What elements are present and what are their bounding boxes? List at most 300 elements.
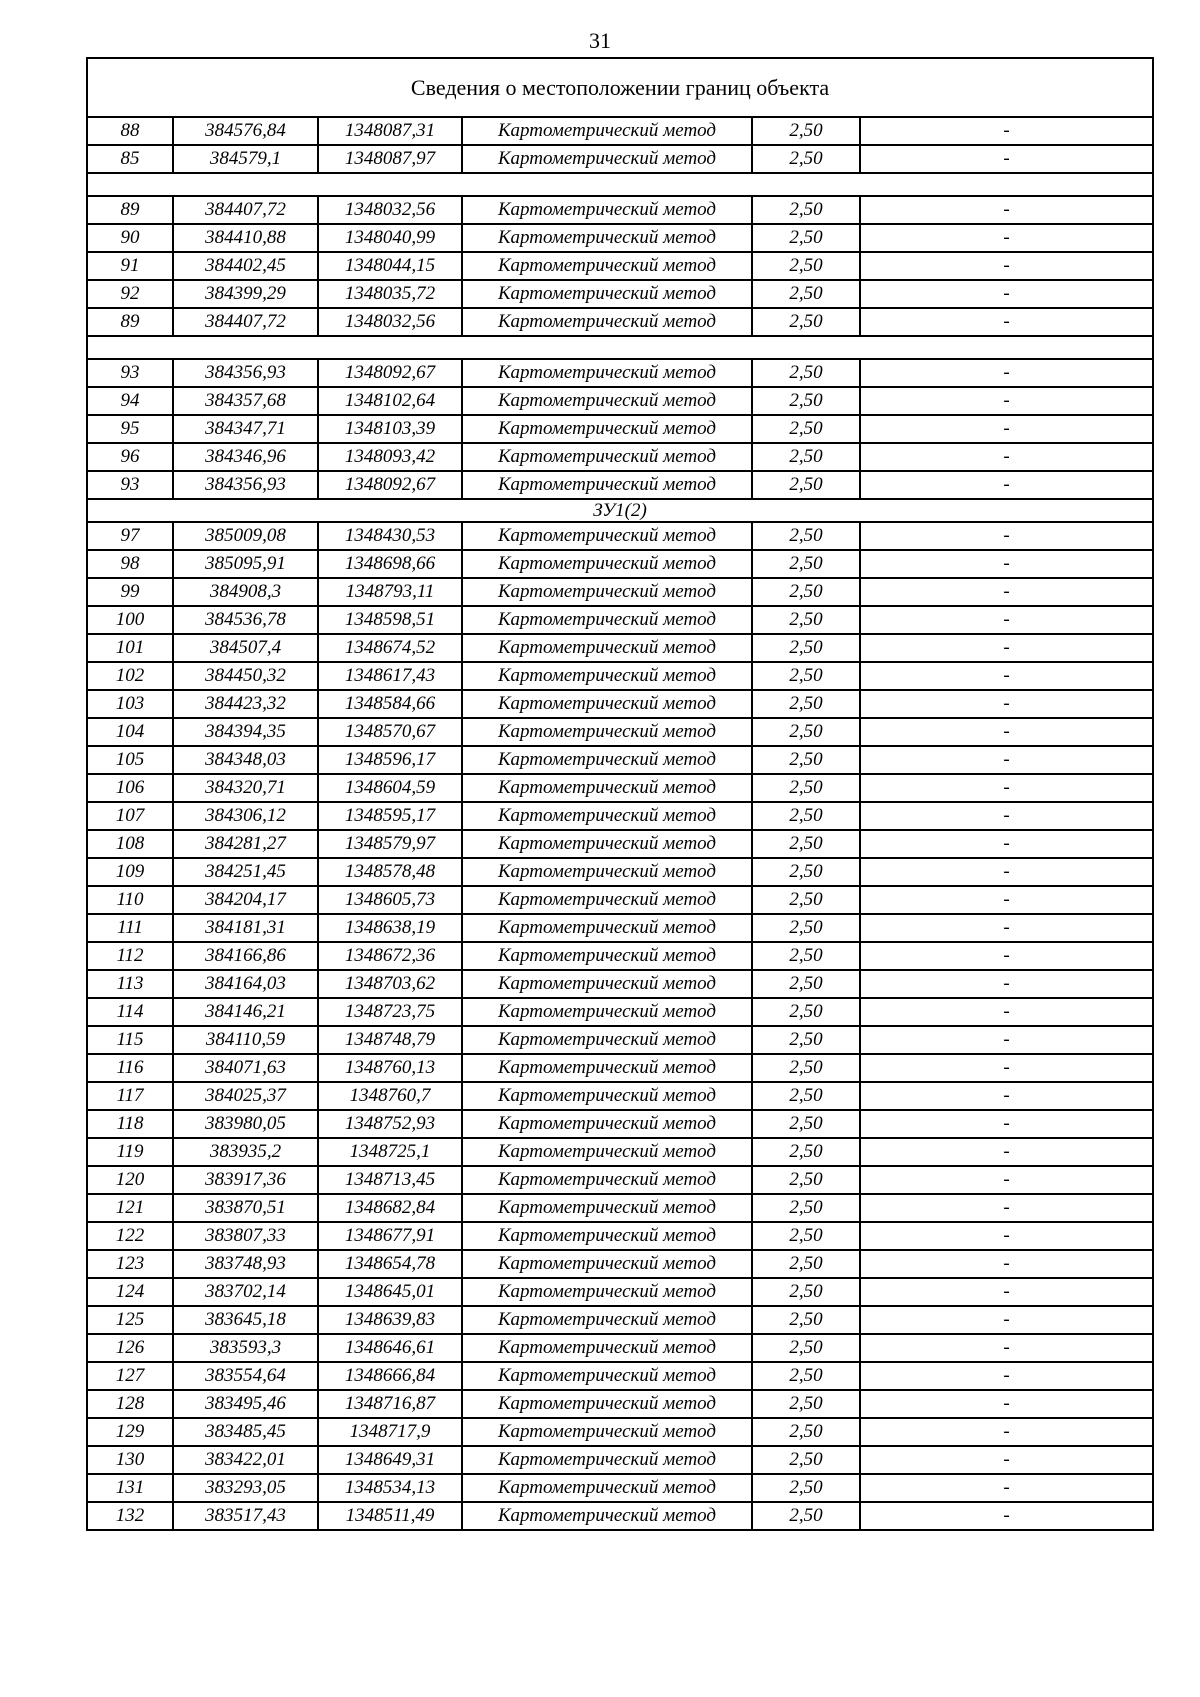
table-row <box>87 522 1153 550</box>
point-number-cell: 115 <box>87 1026 173 1054</box>
table-row <box>87 1474 1153 1502</box>
y-coordinate-cell: 1348598,51 <box>318 606 462 634</box>
description-cell: - <box>860 774 1153 802</box>
y-coordinate-cell: 1348639,83 <box>318 1306 462 1334</box>
description-cell: - <box>860 1390 1153 1418</box>
point-number-cell: 132 <box>87 1502 173 1530</box>
description-cell: - <box>860 471 1153 499</box>
description-cell: - <box>860 224 1153 252</box>
table-row <box>87 1138 1153 1166</box>
point-number-cell: 93 <box>87 359 173 387</box>
point-number-cell: 128 <box>87 1390 173 1418</box>
point-number-cell: 99 <box>87 578 173 606</box>
accuracy-cell: 2,50 <box>752 117 860 145</box>
x-coordinate-cell: 384423,32 <box>173 690 318 718</box>
y-coordinate-cell: 1348698,66 <box>318 550 462 578</box>
method-cell: Картометрический метод <box>462 443 752 471</box>
point-number-cell: 89 <box>87 308 173 336</box>
accuracy-cell: 2,50 <box>752 662 860 690</box>
description-cell: - <box>860 858 1153 886</box>
x-coordinate-cell: 384164,03 <box>173 970 318 998</box>
accuracy-cell: 2,50 <box>752 746 860 774</box>
y-coordinate-cell: 1348666,84 <box>318 1362 462 1390</box>
point-number-cell: 88 <box>87 117 173 145</box>
x-coordinate-cell: 384346,96 <box>173 443 318 471</box>
point-number-cell: 103 <box>87 690 173 718</box>
accuracy-cell: 2,50 <box>752 1278 860 1306</box>
table-row <box>87 578 1153 606</box>
description-cell: - <box>860 1054 1153 1082</box>
table-row <box>87 942 1153 970</box>
table-row <box>87 471 1153 499</box>
x-coordinate-cell: 384347,71 <box>173 415 318 443</box>
x-coordinate-cell: 383702,14 <box>173 1278 318 1306</box>
x-coordinate-cell: 383917,36 <box>173 1166 318 1194</box>
y-coordinate-cell: 1348087,97 <box>318 145 462 173</box>
x-coordinate-cell: 383293,05 <box>173 1474 318 1502</box>
accuracy-cell: 2,50 <box>752 224 860 252</box>
table-row <box>87 830 1153 858</box>
accuracy-cell: 2,50 <box>752 886 860 914</box>
method-cell: Картометрический метод <box>462 690 752 718</box>
point-number-cell: 107 <box>87 802 173 830</box>
method-cell: Картометрический метод <box>462 550 752 578</box>
method-cell: Картометрический метод <box>462 830 752 858</box>
point-number-cell: 93 <box>87 471 173 499</box>
x-coordinate-cell: 383554,64 <box>173 1362 318 1390</box>
accuracy-cell: 2,50 <box>752 443 860 471</box>
table-row <box>87 886 1153 914</box>
method-cell: Картометрический метод <box>462 914 752 942</box>
x-coordinate-cell: 384146,21 <box>173 998 318 1026</box>
point-number-cell: 91 <box>87 252 173 280</box>
x-coordinate-cell: 383517,43 <box>173 1502 318 1530</box>
accuracy-cell: 2,50 <box>752 1474 860 1502</box>
point-number-cell: 108 <box>87 830 173 858</box>
table-row <box>87 1110 1153 1138</box>
table-row <box>87 359 1153 387</box>
x-coordinate-cell: 384166,86 <box>173 942 318 970</box>
point-number-cell: 105 <box>87 746 173 774</box>
accuracy-cell: 2,50 <box>752 1194 860 1222</box>
y-coordinate-cell: 1348723,75 <box>318 998 462 1026</box>
method-cell: Картометрический метод <box>462 802 752 830</box>
accuracy-cell: 2,50 <box>752 252 860 280</box>
x-coordinate-cell: 384407,72 <box>173 196 318 224</box>
description-cell: - <box>860 1082 1153 1110</box>
y-coordinate-cell: 1348604,59 <box>318 774 462 802</box>
point-number-cell: 118 <box>87 1110 173 1138</box>
table-row <box>87 1026 1153 1054</box>
accuracy-cell: 2,50 <box>752 387 860 415</box>
x-coordinate-cell: 384410,88 <box>173 224 318 252</box>
method-cell: Картометрический метод <box>462 1474 752 1502</box>
description-cell: - <box>860 1138 1153 1166</box>
method-cell: Картометрический метод <box>462 308 752 336</box>
point-number-cell: 110 <box>87 886 173 914</box>
x-coordinate-cell: 384579,1 <box>173 145 318 173</box>
accuracy-cell: 2,50 <box>752 280 860 308</box>
accuracy-cell: 2,50 <box>752 578 860 606</box>
accuracy-cell: 2,50 <box>752 1306 860 1334</box>
description-cell: - <box>860 1362 1153 1390</box>
y-coordinate-cell: 1348674,52 <box>318 634 462 662</box>
table-row <box>87 1194 1153 1222</box>
point-number-cell: 112 <box>87 942 173 970</box>
method-cell: Картометрический метод <box>462 1306 752 1334</box>
description-cell: - <box>860 634 1153 662</box>
method-cell: Картометрический метод <box>462 1166 752 1194</box>
x-coordinate-cell: 384348,03 <box>173 746 318 774</box>
x-coordinate-cell: 383645,18 <box>173 1306 318 1334</box>
table-row <box>87 1222 1153 1250</box>
x-coordinate-cell: 384407,72 <box>173 308 318 336</box>
description-cell: - <box>860 1194 1153 1222</box>
method-cell: Картометрический метод <box>462 387 752 415</box>
accuracy-cell: 2,50 <box>752 774 860 802</box>
point-number-cell: 109 <box>87 858 173 886</box>
x-coordinate-cell: 383485,45 <box>173 1418 318 1446</box>
point-number-cell: 116 <box>87 1054 173 1082</box>
y-coordinate-cell: 1348682,84 <box>318 1194 462 1222</box>
method-cell: Картометрический метод <box>462 471 752 499</box>
method-cell: Картометрический метод <box>462 145 752 173</box>
method-cell: Картометрический метод <box>462 1418 752 1446</box>
y-coordinate-cell: 1348717,9 <box>318 1418 462 1446</box>
table-row <box>87 308 1153 336</box>
accuracy-cell: 2,50 <box>752 970 860 998</box>
description-cell: - <box>860 252 1153 280</box>
x-coordinate-cell: 384356,93 <box>173 359 318 387</box>
description-cell: - <box>860 1026 1153 1054</box>
table-row <box>87 1418 1153 1446</box>
accuracy-cell: 2,50 <box>752 1138 860 1166</box>
x-coordinate-cell: 384394,35 <box>173 718 318 746</box>
table-row <box>87 634 1153 662</box>
description-cell: - <box>860 1110 1153 1138</box>
table-row <box>87 1306 1153 1334</box>
description-cell: - <box>860 998 1153 1026</box>
description-cell: - <box>860 196 1153 224</box>
point-number-cell: 125 <box>87 1306 173 1334</box>
point-number-cell: 120 <box>87 1166 173 1194</box>
x-coordinate-cell: 383870,51 <box>173 1194 318 1222</box>
y-coordinate-cell: 1348430,53 <box>318 522 462 550</box>
separator-row <box>87 336 1153 359</box>
accuracy-cell: 2,50 <box>752 634 860 662</box>
accuracy-cell: 2,50 <box>752 471 860 499</box>
point-number-cell: 129 <box>87 1418 173 1446</box>
point-number-cell: 130 <box>87 1446 173 1474</box>
x-coordinate-cell: 384025,37 <box>173 1082 318 1110</box>
description-cell: - <box>860 1446 1153 1474</box>
method-cell: Картометрический метод <box>462 970 752 998</box>
point-number-cell: 119 <box>87 1138 173 1166</box>
method-cell: Картометрический метод <box>462 1250 752 1278</box>
y-coordinate-cell: 1348092,67 <box>318 359 462 387</box>
description-cell: - <box>860 914 1153 942</box>
y-coordinate-cell: 1348760,7 <box>318 1082 462 1110</box>
description-cell: - <box>860 117 1153 145</box>
y-coordinate-cell: 1348511,49 <box>318 1502 462 1530</box>
accuracy-cell: 2,50 <box>752 359 860 387</box>
description-cell: - <box>860 522 1153 550</box>
x-coordinate-cell: 383748,93 <box>173 1250 318 1278</box>
point-number-cell: 95 <box>87 415 173 443</box>
description-cell: - <box>860 1306 1153 1334</box>
table-row <box>87 1334 1153 1362</box>
section-label: ЗУ1(2) <box>87 499 1153 522</box>
method-cell: Картометрический метод <box>462 522 752 550</box>
y-coordinate-cell: 1348570,67 <box>318 718 462 746</box>
accuracy-cell: 2,50 <box>752 145 860 173</box>
table-row <box>87 224 1153 252</box>
x-coordinate-cell: 384320,71 <box>173 774 318 802</box>
method-cell: Картометрический метод <box>462 886 752 914</box>
table-row <box>87 145 1153 173</box>
description-cell: - <box>860 690 1153 718</box>
accuracy-cell: 2,50 <box>752 858 860 886</box>
method-cell: Картометрический метод <box>462 117 752 145</box>
description-cell: - <box>860 718 1153 746</box>
table-row <box>87 690 1153 718</box>
table-title: Сведения о местоположении границ объекта <box>87 58 1153 117</box>
x-coordinate-cell: 384181,31 <box>173 914 318 942</box>
method-cell: Картометрический метод <box>462 224 752 252</box>
table-row <box>87 970 1153 998</box>
x-coordinate-cell: 384402,45 <box>173 252 318 280</box>
table-row <box>87 1362 1153 1390</box>
table-row <box>87 718 1153 746</box>
point-number-cell: 111 <box>87 914 173 942</box>
accuracy-cell: 2,50 <box>752 1418 860 1446</box>
y-coordinate-cell: 1348672,36 <box>318 942 462 970</box>
point-number-cell: 122 <box>87 1222 173 1250</box>
table-row <box>87 196 1153 224</box>
method-cell: Картометрический метод <box>462 415 752 443</box>
y-coordinate-cell: 1348102,64 <box>318 387 462 415</box>
y-coordinate-cell: 1348092,67 <box>318 471 462 499</box>
method-cell: Картометрический метод <box>462 774 752 802</box>
accuracy-cell: 2,50 <box>752 550 860 578</box>
point-number-cell: 90 <box>87 224 173 252</box>
table-row <box>87 746 1153 774</box>
y-coordinate-cell: 1348677,91 <box>318 1222 462 1250</box>
point-number-cell: 121 <box>87 1194 173 1222</box>
separator-cell <box>87 336 1153 359</box>
description-cell: - <box>860 578 1153 606</box>
accuracy-cell: 2,50 <box>752 415 860 443</box>
accuracy-cell: 2,50 <box>752 308 860 336</box>
separator-row <box>87 173 1153 196</box>
accuracy-cell: 2,50 <box>752 1390 860 1418</box>
table-row <box>87 443 1153 471</box>
point-number-cell: 123 <box>87 1250 173 1278</box>
description-cell: - <box>860 1502 1153 1530</box>
x-coordinate-cell: 384251,45 <box>173 858 318 886</box>
y-coordinate-cell: 1348645,01 <box>318 1278 462 1306</box>
accuracy-cell: 2,50 <box>752 1362 860 1390</box>
accuracy-cell: 2,50 <box>752 1082 860 1110</box>
description-cell: - <box>860 145 1153 173</box>
table-row <box>87 858 1153 886</box>
x-coordinate-cell: 384908,3 <box>173 578 318 606</box>
table-row <box>87 252 1153 280</box>
accuracy-cell: 2,50 <box>752 1334 860 1362</box>
x-coordinate-cell: 383495,46 <box>173 1390 318 1418</box>
point-number-cell: 101 <box>87 634 173 662</box>
y-coordinate-cell: 1348654,78 <box>318 1250 462 1278</box>
x-coordinate-cell: 385009,08 <box>173 522 318 550</box>
y-coordinate-cell: 1348752,93 <box>318 1110 462 1138</box>
x-coordinate-cell: 383422,01 <box>173 1446 318 1474</box>
accuracy-cell: 2,50 <box>752 690 860 718</box>
table-row <box>87 998 1153 1026</box>
method-cell: Картометрический метод <box>462 1026 752 1054</box>
y-coordinate-cell: 1348035,72 <box>318 280 462 308</box>
table-title-row <box>87 58 1153 117</box>
y-coordinate-cell: 1348713,45 <box>318 1166 462 1194</box>
description-cell: - <box>860 415 1153 443</box>
table-row <box>87 550 1153 578</box>
x-coordinate-cell: 384306,12 <box>173 802 318 830</box>
x-coordinate-cell: 384536,78 <box>173 606 318 634</box>
method-cell: Картометрический метод <box>462 252 752 280</box>
point-number-cell: 100 <box>87 606 173 634</box>
x-coordinate-cell: 385095,91 <box>173 550 318 578</box>
accuracy-cell: 2,50 <box>752 606 860 634</box>
x-coordinate-cell: 384357,68 <box>173 387 318 415</box>
accuracy-cell: 2,50 <box>752 998 860 1026</box>
accuracy-cell: 2,50 <box>752 1222 860 1250</box>
method-cell: Картометрический метод <box>462 942 752 970</box>
table-row <box>87 1502 1153 1530</box>
y-coordinate-cell: 1348534,13 <box>318 1474 462 1502</box>
description-cell: - <box>860 1222 1153 1250</box>
point-number-cell: 131 <box>87 1474 173 1502</box>
table-row <box>87 117 1153 145</box>
x-coordinate-cell: 384110,59 <box>173 1026 318 1054</box>
accuracy-cell: 2,50 <box>752 1026 860 1054</box>
point-number-cell: 117 <box>87 1082 173 1110</box>
y-coordinate-cell: 1348748,79 <box>318 1026 462 1054</box>
method-cell: Картометрический метод <box>462 1222 752 1250</box>
method-cell: Картометрический метод <box>462 606 752 634</box>
method-cell: Картометрический метод <box>462 280 752 308</box>
table-row <box>87 280 1153 308</box>
y-coordinate-cell: 1348040,99 <box>318 224 462 252</box>
method-cell: Картометрический метод <box>462 359 752 387</box>
y-coordinate-cell: 1348716,87 <box>318 1390 462 1418</box>
point-number-cell: 124 <box>87 1278 173 1306</box>
y-coordinate-cell: 1348579,97 <box>318 830 462 858</box>
y-coordinate-cell: 1348044,15 <box>318 252 462 280</box>
point-number-cell: 104 <box>87 718 173 746</box>
method-cell: Картометрический метод <box>462 1110 752 1138</box>
method-cell: Картометрический метод <box>462 1054 752 1082</box>
description-cell: - <box>860 443 1153 471</box>
y-coordinate-cell: 1348578,48 <box>318 858 462 886</box>
description-cell: - <box>860 308 1153 336</box>
table-row <box>87 1250 1153 1278</box>
point-number-cell: 96 <box>87 443 173 471</box>
description-cell: - <box>860 1278 1153 1306</box>
x-coordinate-cell: 384399,29 <box>173 280 318 308</box>
y-coordinate-cell: 1348032,56 <box>318 308 462 336</box>
table-row <box>87 914 1153 942</box>
description-cell: - <box>860 1474 1153 1502</box>
point-number-cell: 85 <box>87 145 173 173</box>
accuracy-cell: 2,50 <box>752 196 860 224</box>
description-cell: - <box>860 942 1153 970</box>
x-coordinate-cell: 383935,2 <box>173 1138 318 1166</box>
point-number-cell: 126 <box>87 1334 173 1362</box>
accuracy-cell: 2,50 <box>752 942 860 970</box>
table-row <box>87 1390 1153 1418</box>
description-cell: - <box>860 1166 1153 1194</box>
y-coordinate-cell: 1348638,19 <box>318 914 462 942</box>
accuracy-cell: 2,50 <box>752 1250 860 1278</box>
method-cell: Картометрический метод <box>462 662 752 690</box>
description-cell: - <box>860 830 1153 858</box>
point-number-cell: 92 <box>87 280 173 308</box>
boundary-table <box>86 57 1154 1531</box>
description-cell: - <box>860 280 1153 308</box>
y-coordinate-cell: 1348087,31 <box>318 117 462 145</box>
x-coordinate-cell: 384507,4 <box>173 634 318 662</box>
boundary-table-body <box>87 58 1153 1530</box>
description-cell: - <box>860 886 1153 914</box>
method-cell: Картометрический метод <box>462 1446 752 1474</box>
y-coordinate-cell: 1348032,56 <box>318 196 462 224</box>
y-coordinate-cell: 1348596,17 <box>318 746 462 774</box>
point-number-cell: 113 <box>87 970 173 998</box>
method-cell: Картометрический метод <box>462 1362 752 1390</box>
method-cell: Картометрический метод <box>462 1082 752 1110</box>
description-cell: - <box>860 1334 1153 1362</box>
description-cell: - <box>860 970 1153 998</box>
method-cell: Картометрический метод <box>462 1334 752 1362</box>
method-cell: Картометрический метод <box>462 1502 752 1530</box>
description-cell: - <box>860 802 1153 830</box>
table-row <box>87 1446 1153 1474</box>
table-row <box>87 415 1153 443</box>
x-coordinate-cell: 384356,93 <box>173 471 318 499</box>
method-cell: Картометрический метод <box>462 858 752 886</box>
x-coordinate-cell: 383593,3 <box>173 1334 318 1362</box>
accuracy-cell: 2,50 <box>752 522 860 550</box>
method-cell: Картометрический метод <box>462 718 752 746</box>
x-coordinate-cell: 383807,33 <box>173 1222 318 1250</box>
table-row <box>87 387 1153 415</box>
method-cell: Картометрический метод <box>462 998 752 1026</box>
table-row <box>87 1082 1153 1110</box>
y-coordinate-cell: 1348093,42 <box>318 443 462 471</box>
description-cell: - <box>860 550 1153 578</box>
point-number-cell: 106 <box>87 774 173 802</box>
method-cell: Картометрический метод <box>462 1278 752 1306</box>
description-cell: - <box>860 387 1153 415</box>
y-coordinate-cell: 1348725,1 <box>318 1138 462 1166</box>
table-row <box>87 802 1153 830</box>
accuracy-cell: 2,50 <box>752 1110 860 1138</box>
method-cell: Картометрический метод <box>462 196 752 224</box>
point-number-cell: 102 <box>87 662 173 690</box>
method-cell: Картометрический метод <box>462 1194 752 1222</box>
x-coordinate-cell: 383980,05 <box>173 1110 318 1138</box>
accuracy-cell: 2,50 <box>752 718 860 746</box>
accuracy-cell: 2,50 <box>752 1054 860 1082</box>
